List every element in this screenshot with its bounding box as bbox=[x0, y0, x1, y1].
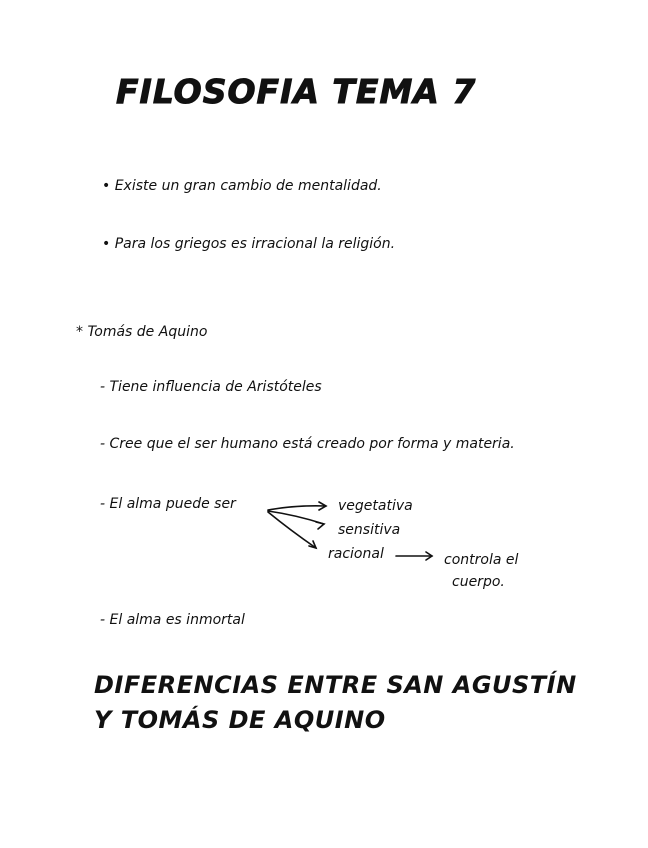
closing-heading-line2: Y TOMÁS DE AQUINO bbox=[94, 706, 386, 734]
point-immortal: - El alma es inmortal bbox=[100, 612, 245, 628]
arrow-to-racional bbox=[268, 512, 316, 548]
racional-note-line1: controla el bbox=[444, 552, 519, 568]
racional-note-line2: cuerpo. bbox=[452, 574, 505, 590]
arrow-to-sensitiva bbox=[268, 511, 324, 524]
closing-heading-line1: DIFERENCIAS ENTRE SAN AGUSTÍN bbox=[94, 671, 577, 699]
section-heading: * Tomás de Aquino bbox=[76, 324, 208, 340]
point-soul-types: - El alma puede ser bbox=[100, 496, 236, 512]
intro-bullet-1: • Existe un gran cambio de mentalidad. bbox=[102, 178, 382, 194]
arrow-to-vegetativa bbox=[268, 506, 326, 510]
soul-type-vegetativa: vegetativa bbox=[338, 498, 413, 514]
intro-bullet-2: • Para los griegos es irracional la religión. bbox=[102, 236, 396, 252]
soul-type-racional: racional bbox=[328, 546, 384, 562]
page-title: FILOSOFIA TEMA 7 bbox=[116, 72, 477, 111]
point-influence: - Tiene influencia de Aristóteles bbox=[100, 379, 322, 395]
soul-type-sensitiva: sensitiva bbox=[338, 522, 401, 538]
point-form-matter: - Cree que el ser humano está creado por forma y materia. bbox=[100, 436, 515, 452]
